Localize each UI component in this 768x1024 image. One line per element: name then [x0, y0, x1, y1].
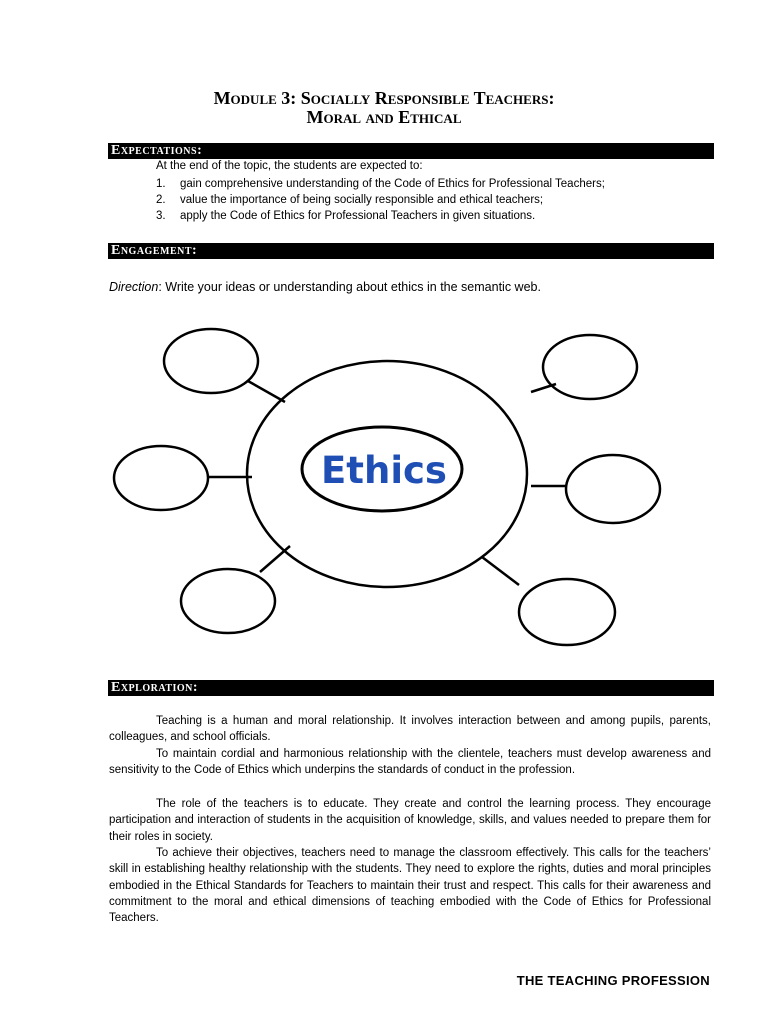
module-title-line1: Module 3: Socially Responsible Teachers: [213, 88, 555, 108]
expectation-number: 2. [156, 194, 166, 206]
expectations-intro: At the end of the topic, the students are expected to: [156, 160, 423, 172]
idea-bubble-top-right[interactable] [543, 335, 637, 399]
exploration-paragraph: To achieve their objectives, teachers need to manage the classroom effectively. This calls for the teachers’ skill in establishing healthy relationship with the students. They need to explore the rights, duties and moral principles embodied in the Ethical Standards for Teachers to maintain their trust and respect. This calls for their awareness and commitment to the moral and ethical dimensions of teaching embodied with the Code of Ethics for Professional Teachers. [109, 847, 711, 925]
exploration-paragraph: The role of the teachers is to educate. They create and control the learning process. They encourage participation and interaction of students in the acquisition of knowledge, skills, and values needed to prepare them for their roles in society. [109, 798, 711, 843]
idea-bubble-middle-left[interactable] [114, 446, 208, 510]
connector-line [482, 557, 519, 585]
expectation-number: 1. [156, 178, 166, 190]
expectation-text: gain comprehensive understanding of the Code of Ethics for Professional Teachers; [180, 178, 605, 190]
expectation-text: apply the Code of Ethics for Professional Teachers in given situations. [180, 210, 536, 222]
module-title-line2: Moral and Ethical [306, 107, 462, 127]
connector-line [260, 546, 290, 572]
engagement-heading: Engagement: [108, 243, 714, 259]
idea-bubble-middle-right[interactable] [566, 455, 660, 523]
expectation-number: 3. [156, 210, 166, 222]
connector-line [248, 381, 285, 402]
exploration-paragraph: Teaching is a human and moral relationship. It involves interaction between and among pupils, parents, colleagues, and school officials. [109, 715, 711, 744]
footer-label: THE TEACHING PROFESSION [516, 973, 710, 988]
idea-bubble-bottom-right[interactable] [519, 579, 615, 645]
direction-body: : Write your ideas or understanding about ethics in the semantic web. [158, 280, 541, 294]
center-word: Ethics [321, 449, 447, 492]
idea-bubble-bottom-left[interactable] [181, 569, 275, 633]
expectation-text: value the importance of being socially responsible and ethical teachers; [180, 194, 544, 206]
expectations-heading: Expectations: [108, 143, 714, 159]
exploration-heading: Exploration: [108, 680, 714, 696]
idea-bubble-top-left[interactable] [164, 329, 258, 393]
exploration-paragraph: To maintain cordial and harmonious relationship with the clientele, teachers must develop awareness and sensitivity to the Code of Ethics which underpins the standards of conduct in the profession. [109, 748, 711, 777]
direction-label: Direction [109, 280, 159, 294]
